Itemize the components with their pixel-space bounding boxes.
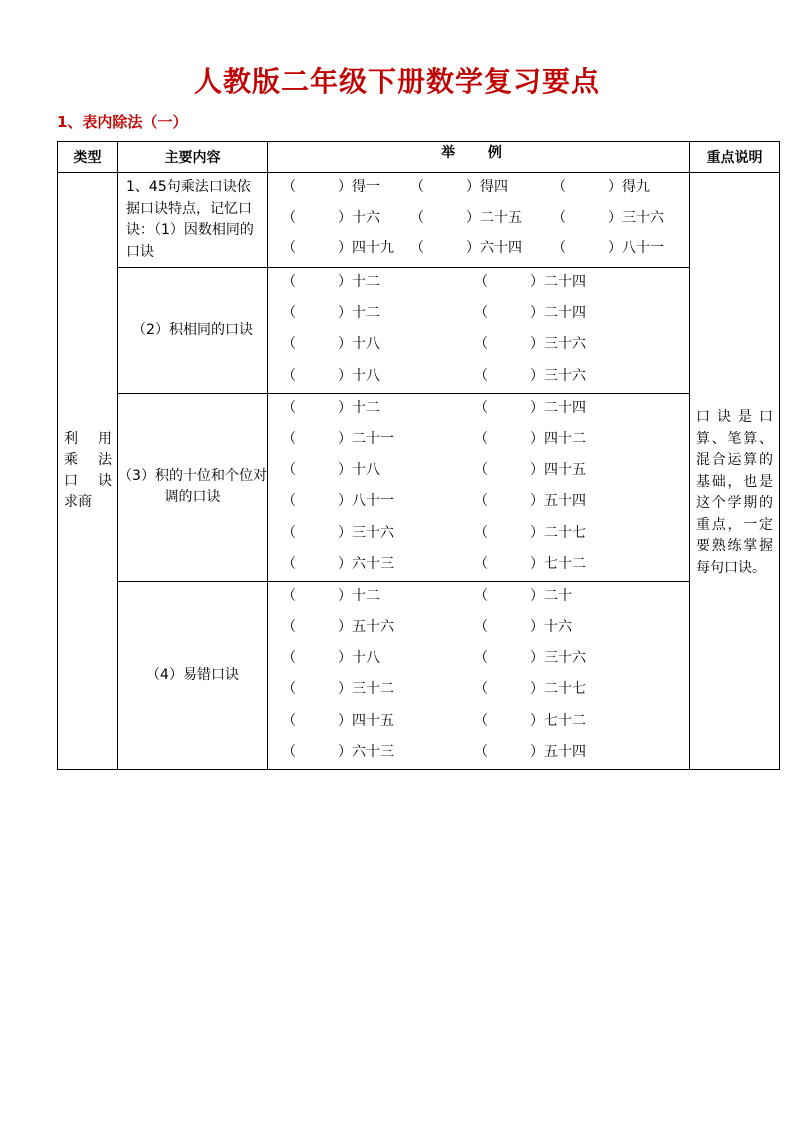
example-item: （ ）十二 bbox=[282, 305, 380, 322]
example-row bbox=[268, 644, 689, 675]
example-row bbox=[268, 394, 689, 425]
example-item: （ ）六十四 bbox=[410, 240, 522, 256]
type-line: 利 用 bbox=[64, 431, 112, 447]
example-item: （ ）六十三 bbox=[282, 555, 394, 572]
example-item: （ ）二十五 bbox=[410, 209, 522, 226]
example-item: （ ）二十 bbox=[474, 587, 572, 604]
example-item: （ ）三十六 bbox=[474, 650, 586, 667]
group-row-4 bbox=[58, 581, 780, 769]
header-example: 举 例 bbox=[268, 142, 690, 173]
example-item: （ ）五十四 bbox=[474, 493, 586, 510]
type-cell bbox=[58, 173, 118, 770]
example-item: （ ）二十一 bbox=[282, 430, 394, 447]
example-item: （ ）二十四 bbox=[474, 305, 586, 322]
example-item: （ ）二十七 bbox=[474, 681, 586, 698]
example-item: （ ）六十三 bbox=[282, 743, 394, 760]
page-title: 人教版二年级下册数学复习要点 bbox=[193, 65, 600, 98]
group-row-1 bbox=[58, 173, 780, 268]
example-row bbox=[268, 330, 689, 361]
section-heading: 1、表内除法（一） bbox=[57, 113, 188, 131]
group-row-3 bbox=[58, 393, 780, 581]
example-item: （ ）得九 bbox=[552, 179, 650, 195]
example-item: （ ）四十九 bbox=[282, 240, 394, 256]
content-cell: （2）积相同的口诀 bbox=[118, 268, 268, 394]
content-cell: 1、45句乘法口诀依据口诀特点，记忆口诀：（1）因数相同的口诀 bbox=[118, 173, 268, 268]
example-item: （ ）三十六 bbox=[282, 524, 394, 541]
example-row bbox=[268, 738, 689, 769]
example-item: （ ）三十六 bbox=[474, 336, 586, 353]
example-cell bbox=[268, 173, 690, 268]
type-line: 求商 bbox=[64, 494, 92, 510]
example-item: （ ）三十二 bbox=[282, 681, 394, 698]
example-item: （ ）二十七 bbox=[474, 524, 586, 541]
example-item: （ ）十八 bbox=[282, 650, 380, 667]
example-item: （ ）二十四 bbox=[474, 399, 586, 416]
group-row-2 bbox=[58, 268, 780, 394]
example-item: （ ）三十六 bbox=[552, 209, 664, 226]
example-item: （ ）十八 bbox=[282, 462, 380, 479]
example-cell bbox=[268, 393, 690, 581]
header-row bbox=[58, 142, 780, 173]
header-type: 类型 bbox=[58, 142, 118, 173]
content-cell: （4）易错口诀 bbox=[118, 581, 268, 769]
example-row bbox=[268, 204, 689, 235]
type-line: 口 诀 bbox=[64, 473, 112, 489]
example-item: （ ）四十二 bbox=[474, 430, 586, 447]
example-item: （ ）十二 bbox=[282, 399, 380, 416]
example-row bbox=[268, 268, 689, 299]
example-item: （ ）八十一 bbox=[282, 493, 394, 510]
example-item: （ ）十六 bbox=[282, 209, 380, 226]
type-line: 乘 法 bbox=[64, 452, 112, 468]
header-note: 重点说明 bbox=[690, 142, 780, 173]
example-row bbox=[268, 362, 689, 393]
note-text: 口诀是口算、笔算、混合运算的基础，也是这个学期的重点，一定要熟练掌握每句口诀。 bbox=[696, 409, 773, 576]
example-item: （ ）四十五 bbox=[282, 712, 394, 729]
example-cell bbox=[268, 581, 690, 769]
example-row bbox=[268, 675, 689, 706]
example-item: （ ）十八 bbox=[282, 336, 380, 353]
example-item: （ ）十六 bbox=[474, 619, 572, 636]
example-row bbox=[268, 425, 689, 456]
example-row bbox=[268, 519, 689, 550]
example-row bbox=[268, 613, 689, 644]
example-item: （ ）七十二 bbox=[474, 712, 586, 729]
example-cell bbox=[268, 268, 690, 394]
example-item: （ ）八十一 bbox=[552, 240, 664, 256]
example-item: （ ）十二 bbox=[282, 587, 380, 604]
example-item: （ ）得四 bbox=[410, 179, 508, 195]
example-item: （ ）二十四 bbox=[474, 274, 586, 290]
example-item: （ ）十八 bbox=[282, 367, 380, 384]
content-cell: （3）积的十位和个位对调的口诀 bbox=[118, 393, 268, 581]
review-table bbox=[57, 141, 780, 770]
note-cell bbox=[690, 173, 780, 770]
example-item: （ ）十二 bbox=[282, 274, 380, 290]
example-row bbox=[268, 234, 689, 265]
example-row bbox=[268, 550, 689, 581]
example-item: （ ）三十六 bbox=[474, 367, 586, 384]
example-row bbox=[268, 299, 689, 330]
example-row bbox=[268, 582, 689, 613]
example-item: （ ）七十二 bbox=[474, 555, 586, 572]
example-row bbox=[268, 173, 689, 204]
example-item: （ ）四十五 bbox=[474, 462, 586, 479]
header-content: 主要内容 bbox=[118, 142, 268, 173]
example-item: （ ）五十六 bbox=[282, 619, 394, 636]
example-row bbox=[268, 707, 689, 738]
example-row bbox=[268, 456, 689, 487]
example-item: （ ）五十四 bbox=[474, 743, 586, 760]
example-row bbox=[268, 487, 689, 518]
example-item: （ ）得一 bbox=[282, 179, 380, 195]
